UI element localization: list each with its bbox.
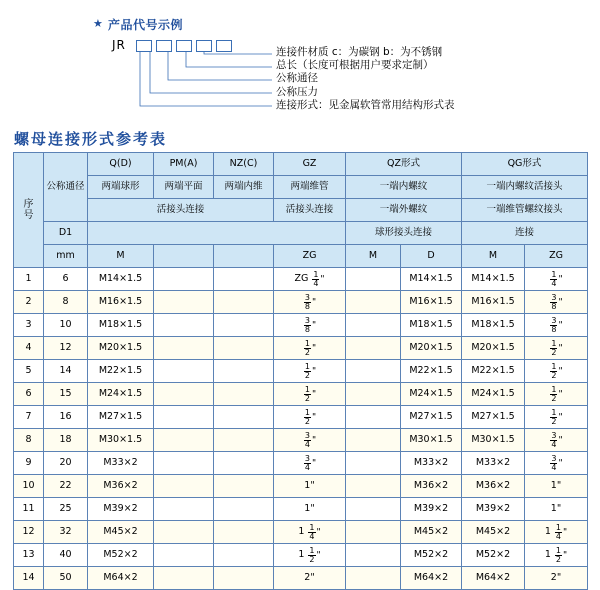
- cell-qz-m: [346, 475, 401, 498]
- cell-dn: 32: [44, 521, 88, 544]
- cell-dn: 12: [44, 337, 88, 360]
- header-unit-qz-m: M: [346, 245, 401, 268]
- cell-qg-zg: 1 $\frac{1}{4}$ ": [525, 521, 588, 544]
- cell-dn: 25: [44, 498, 88, 521]
- cell-seq: 4: [14, 337, 44, 360]
- cell-gz: ZG $\frac{1}{4}$ ": [274, 268, 346, 291]
- table-header-row-units: [14, 245, 588, 268]
- cell-qg-zg: 1": [525, 475, 588, 498]
- product-code-legend: [0, 0, 600, 142]
- header-unit-qg-zg: ZG: [525, 245, 588, 268]
- cell-pm: [154, 544, 214, 567]
- cell-nz: [214, 544, 274, 567]
- cell-qz-d: M52×2: [401, 544, 462, 567]
- legend-title: 产品代号示例: [108, 18, 184, 32]
- header-type-qg: 一端内螺纹活接头: [462, 176, 588, 199]
- cell-seq: 3: [14, 314, 44, 337]
- cell-pm: [154, 314, 214, 337]
- cell-qz-d: M30×1.5: [401, 429, 462, 452]
- cell-pm: [154, 337, 214, 360]
- cell-qg-m: M14×1.5: [462, 268, 525, 291]
- cell-qz-m: [346, 406, 401, 429]
- header-unit-qg-m: M: [462, 245, 525, 268]
- table-row: [14, 268, 588, 291]
- cell-q: M39×2: [88, 498, 154, 521]
- header-sub-qz: 一端外螺纹: [346, 199, 462, 222]
- table-header-row-d1: [14, 222, 588, 245]
- cell-seq: 1: [14, 268, 44, 291]
- table-row: [14, 429, 588, 452]
- cell-nz: [214, 337, 274, 360]
- cell-qg-m: M18×1.5: [462, 314, 525, 337]
- cell-qz-d: M20×1.5: [401, 337, 462, 360]
- cell-seq: 13: [14, 544, 44, 567]
- header-nominal-bore: 公称通径: [44, 153, 88, 222]
- cell-seq: 11: [14, 498, 44, 521]
- header-code-qz: QZ形式: [346, 153, 462, 176]
- cell-pm: [154, 429, 214, 452]
- cell-q: M33×2: [88, 452, 154, 475]
- cell-qz-m: [346, 383, 401, 406]
- cell-nz: [214, 383, 274, 406]
- cell-gz: $\frac{3}{8}$ ": [274, 291, 346, 314]
- cell-q: M30×1.5: [88, 429, 154, 452]
- cell-dn: 14: [44, 360, 88, 383]
- cell-qz-m: [346, 291, 401, 314]
- cell-qz-m: [346, 452, 401, 475]
- cell-nz: [214, 452, 274, 475]
- cell-qg-m: M64×2: [462, 567, 525, 590]
- cell-dn: 6: [44, 268, 88, 291]
- cell-gz: 1 $\frac{1}{2}$ ": [274, 544, 346, 567]
- cell-qz-d: M22×1.5: [401, 360, 462, 383]
- table-row: [14, 475, 588, 498]
- cell-qz-d: M16×1.5: [401, 291, 462, 314]
- cell-qg-m: M45×2: [462, 521, 525, 544]
- legend-item: 连接形式：见金属软管常用结构形式表: [276, 98, 455, 111]
- cell-qg-m: M39×2: [462, 498, 525, 521]
- cell-qg-zg: $\frac{1}{2}$ ": [525, 360, 588, 383]
- cell-qz-m: [346, 521, 401, 544]
- cell-qg-m: M33×2: [462, 452, 525, 475]
- header-unit-nz: [214, 245, 274, 268]
- table-row: [14, 314, 588, 337]
- legend-item-list: [276, 46, 455, 112]
- cell-qz-d: M24×1.5: [401, 383, 462, 406]
- cell-nz: [214, 498, 274, 521]
- header-unit-qz-d: D: [401, 245, 462, 268]
- cell-qz-m: [346, 567, 401, 590]
- spec-table: [13, 152, 588, 590]
- header-seq: 序 号: [14, 153, 44, 268]
- cell-qg-m: M30×1.5: [462, 429, 525, 452]
- legend-item: 公称通径: [276, 72, 318, 85]
- header-code-gz: GZ: [274, 153, 346, 176]
- cell-dn: 40: [44, 544, 88, 567]
- header-sub-left: 活接头连接: [88, 199, 274, 222]
- cell-qz-m: [346, 360, 401, 383]
- cell-q: M27×1.5: [88, 406, 154, 429]
- cell-seq: 12: [14, 521, 44, 544]
- header-type-q: 两端球形: [88, 176, 154, 199]
- header-unit-q: M: [88, 245, 154, 268]
- cell-q: M64×2: [88, 567, 154, 590]
- cell-gz: $\frac{1}{2}$ ": [274, 360, 346, 383]
- table-header-row-types: [14, 176, 588, 199]
- cell-qz-m: [346, 314, 401, 337]
- cell-q: M18×1.5: [88, 314, 154, 337]
- cell-qz-m: [346, 268, 401, 291]
- table-row: [14, 567, 588, 590]
- cell-qz-m: [346, 544, 401, 567]
- page-title: 螺母连接形式参考表: [14, 130, 168, 148]
- cell-nz: [214, 291, 274, 314]
- cell-pm: [154, 360, 214, 383]
- cell-qz-m: [346, 498, 401, 521]
- cell-q: M22×1.5: [88, 360, 154, 383]
- cell-pm: [154, 452, 214, 475]
- header-code-qg: QG形式: [462, 153, 588, 176]
- cell-gz: $\frac{1}{2}$ ": [274, 337, 346, 360]
- cell-q: M52×2: [88, 544, 154, 567]
- cell-seq: 6: [14, 383, 44, 406]
- header-unit-pm: [154, 245, 214, 268]
- header-sub2-qg: 连接: [462, 222, 588, 245]
- cell-qg-zg: 2": [525, 567, 588, 590]
- header-code-nz: NZ(C): [214, 153, 274, 176]
- cell-qz-d: M45×2: [401, 521, 462, 544]
- cell-qz-m: [346, 429, 401, 452]
- cell-seq: 5: [14, 360, 44, 383]
- table-row: [14, 498, 588, 521]
- cell-qg-zg: $\frac{3}{8}$ ": [525, 314, 588, 337]
- star-icon: ★: [93, 17, 103, 30]
- header-unit-gz: ZG: [274, 245, 346, 268]
- cell-dn: 18: [44, 429, 88, 452]
- cell-nz: [214, 475, 274, 498]
- cell-pm: [154, 383, 214, 406]
- header-type-pm: 两端平面: [154, 176, 214, 199]
- cell-pm: [154, 567, 214, 590]
- header-type-nz: 两端内维: [214, 176, 274, 199]
- header-type-gz: 两端维管: [274, 176, 346, 199]
- cell-seq: 7: [14, 406, 44, 429]
- table-row: [14, 544, 588, 567]
- cell-dn: 50: [44, 567, 88, 590]
- table-row: [14, 337, 588, 360]
- code-prefix: JR: [112, 38, 126, 52]
- cell-qg-m: M16×1.5: [462, 291, 525, 314]
- cell-gz: $\frac{1}{2}$ ": [274, 406, 346, 429]
- cell-gz: $\frac{3}{4}$ ": [274, 429, 346, 452]
- cell-qg-zg: $\frac{3}{4}$ ": [525, 429, 588, 452]
- spec-table-wrap: [13, 152, 587, 590]
- cell-dn: 15: [44, 383, 88, 406]
- header-d1-label: D1: [44, 222, 88, 245]
- table-row: [14, 406, 588, 429]
- table-row: [14, 291, 588, 314]
- cell-gz: 1": [274, 498, 346, 521]
- cell-seq: 9: [14, 452, 44, 475]
- cell-gz: $\frac{3}{8}$ ": [274, 314, 346, 337]
- legend-item: 连接件材质 c：为碳钢 b：为不锈钢: [276, 46, 443, 58]
- header-type-qz: 一端内螺纹: [346, 176, 462, 199]
- table-row: [14, 360, 588, 383]
- cell-nz: [214, 360, 274, 383]
- cell-qg-zg: $\frac{1}{2}$ ": [525, 383, 588, 406]
- header-sub-qg: 一端维管螺纹接头: [462, 199, 588, 222]
- cell-q: M20×1.5: [88, 337, 154, 360]
- cell-pm: [154, 291, 214, 314]
- cell-qg-m: M52×2: [462, 544, 525, 567]
- cell-nz: [214, 567, 274, 590]
- table-row: [14, 521, 588, 544]
- cell-q: M24×1.5: [88, 383, 154, 406]
- cell-qz-d: M64×2: [401, 567, 462, 590]
- cell-gz: 1 $\frac{1}{4}$ ": [274, 521, 346, 544]
- cell-q: M36×2: [88, 475, 154, 498]
- cell-gz: 2": [274, 567, 346, 590]
- cell-dn: 10: [44, 314, 88, 337]
- cell-pm: [154, 475, 214, 498]
- cell-qz-d: M36×2: [401, 475, 462, 498]
- cell-qg-zg: $\frac{3}{8}$ ": [525, 291, 588, 314]
- table-row: [14, 452, 588, 475]
- cell-qz-m: [346, 337, 401, 360]
- cell-gz: $\frac{3}{4}$ ": [274, 452, 346, 475]
- cell-qg-m: M20×1.5: [462, 337, 525, 360]
- cell-pm: [154, 406, 214, 429]
- header-code-q: Q(D): [88, 153, 154, 176]
- legend-item: 公称压力: [276, 85, 318, 98]
- cell-qg-m: M27×1.5: [462, 406, 525, 429]
- cell-dn: 20: [44, 452, 88, 475]
- table-row: [14, 383, 588, 406]
- cell-q: M45×2: [88, 521, 154, 544]
- cell-qg-zg: 1 $\frac{1}{2}$ ": [525, 544, 588, 567]
- cell-nz: [214, 521, 274, 544]
- cell-dn: 16: [44, 406, 88, 429]
- cell-qg-zg: 1": [525, 498, 588, 521]
- header-code-pm: PM(A): [154, 153, 214, 176]
- cell-nz: [214, 406, 274, 429]
- table-header-row-codes: [14, 153, 588, 176]
- cell-qg-zg: $\frac{3}{4}$ ": [525, 452, 588, 475]
- header-unit-mm: mm: [44, 245, 88, 268]
- cell-qz-d: M27×1.5: [401, 406, 462, 429]
- cell-qg-m: M22×1.5: [462, 360, 525, 383]
- cell-gz: 1": [274, 475, 346, 498]
- cell-qz-d: M14×1.5: [401, 268, 462, 291]
- cell-dn: 22: [44, 475, 88, 498]
- cell-qz-d: M33×2: [401, 452, 462, 475]
- cell-pm: [154, 521, 214, 544]
- header-sub-gz: 活接头连接: [274, 199, 346, 222]
- cell-qg-m: M24×1.5: [462, 383, 525, 406]
- cell-seq: 10: [14, 475, 44, 498]
- cell-qg-zg: $\frac{1}{2}$ ": [525, 406, 588, 429]
- legend-item: 总长（长度可根据用户要求定制）: [276, 59, 434, 72]
- cell-qz-d: M18×1.5: [401, 314, 462, 337]
- cell-pm: [154, 498, 214, 521]
- cell-nz: [214, 429, 274, 452]
- cell-qz-d: M39×2: [401, 498, 462, 521]
- table-header-row-sub1: [14, 199, 588, 222]
- cell-gz: $\frac{1}{2}$ ": [274, 383, 346, 406]
- cell-qg-zg: $\frac{1}{4}$ ": [525, 268, 588, 291]
- header-sub2-qz: 球形接头连接: [346, 222, 462, 245]
- cell-dn: 8: [44, 291, 88, 314]
- cell-nz: [214, 314, 274, 337]
- cell-q: M14×1.5: [88, 268, 154, 291]
- header-d1-blank: [88, 222, 346, 245]
- cell-nz: [214, 268, 274, 291]
- cell-qg-m: M36×2: [462, 475, 525, 498]
- cell-pm: [154, 268, 214, 291]
- cell-q: M16×1.5: [88, 291, 154, 314]
- cell-seq: 2: [14, 291, 44, 314]
- cell-qg-zg: $\frac{1}{2}$ ": [525, 337, 588, 360]
- cell-seq: 8: [14, 429, 44, 452]
- cell-seq: 14: [14, 567, 44, 590]
